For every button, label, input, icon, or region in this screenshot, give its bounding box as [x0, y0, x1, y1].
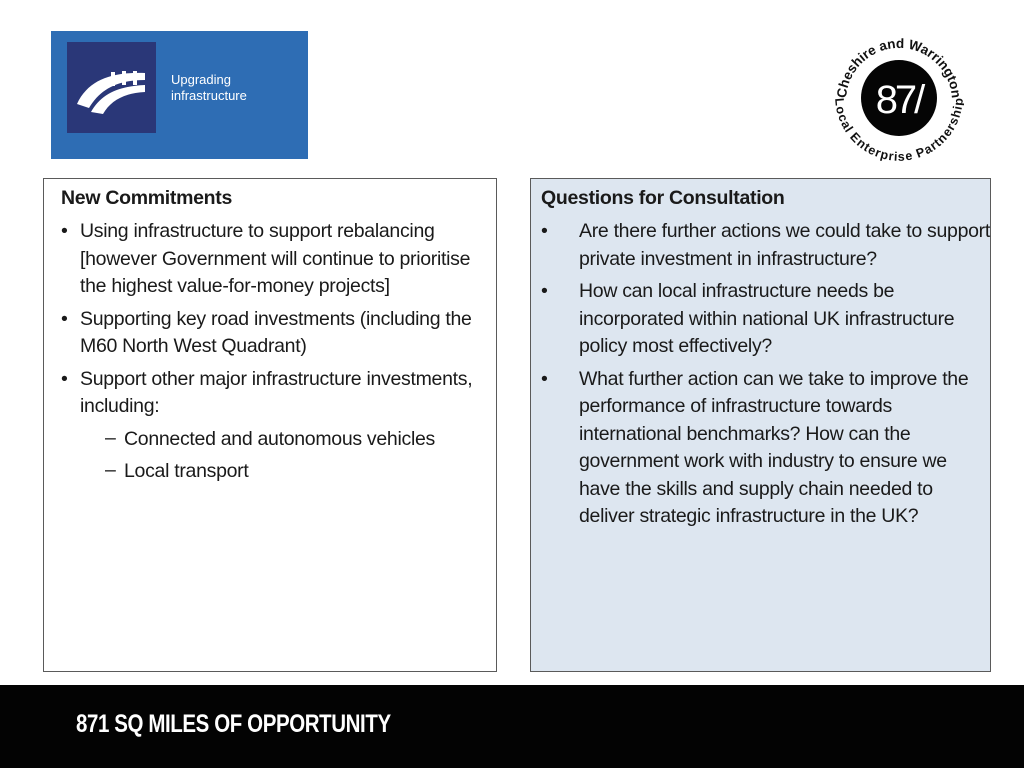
footer-bar: [0, 685, 1024, 768]
list-item: [531, 278, 990, 361]
bullet: •: [61, 367, 68, 390]
infrastructure-banner: [51, 31, 308, 159]
logo-arc-bottom: ocal Enterprise Partnershi: [834, 104, 964, 164]
question-text: How can local infrastructure needs be incorporated within national UK infrastructure policy most effectively?: [579, 280, 955, 357]
bullet: •: [61, 220, 68, 242]
questions-list: [531, 218, 990, 536]
banner-caption-line1: Upgrading: [171, 72, 231, 87]
list-item: [44, 218, 496, 301]
sub-list-item: [44, 426, 496, 454]
banner-caption: [171, 72, 301, 104]
question-text: Are there further actions we could take to support private investment in infrastructure?: [579, 220, 990, 270]
footer-tagline: 871 SQ MILES OF OPPORTUNITY: [76, 710, 391, 738]
road-icon-tile: [67, 42, 156, 133]
bullet: •: [541, 280, 548, 302]
banner-caption-line2: infrastructure: [171, 88, 247, 103]
list-item: [44, 366, 496, 421]
logo-arc-top: Cheshire and Warrington: [834, 35, 964, 99]
consultation-heading: Questions for Consultation: [541, 187, 785, 209]
question-text: What further action can we take to improve the performance of infrastructure towards international benchmarks? How can the government work with industry to ensure we have the skills and supply chain needed to deliver strategic infrastructure in the UK?: [579, 367, 969, 527]
new-commitments-heading: New Commitments: [61, 187, 233, 209]
dash: –: [105, 426, 116, 449]
dash: –: [105, 459, 116, 481]
list-item: [44, 306, 496, 361]
sub-commitment-text: Connected and autonomous vehicles: [124, 427, 435, 450]
sub-list-item: [44, 458, 496, 486]
commitment-text: Using infrastructure to support rebalancing [however Government will continue to prioritise the highest value-for-money projects]: [80, 220, 471, 297]
bullet: •: [61, 307, 68, 330]
commitment-text: Supporting key road investments (including the M60 North West Quadrant): [80, 307, 472, 357]
logo-number: 87/: [875, 78, 923, 122]
bullet: •: [541, 367, 548, 390]
list-item: [531, 218, 990, 273]
commitments-list: [44, 218, 496, 491]
new-commitments-panel: [43, 178, 497, 672]
bullet: •: [541, 220, 548, 242]
commitment-text: Support other major infrastructure investments, including:: [80, 367, 473, 417]
road-bridge-icon: [67, 42, 156, 133]
consultation-questions-panel: [530, 178, 991, 672]
lep-logo: [834, 31, 964, 165]
list-item: [531, 366, 990, 531]
sub-commitment-text: Local transport: [124, 460, 249, 482]
